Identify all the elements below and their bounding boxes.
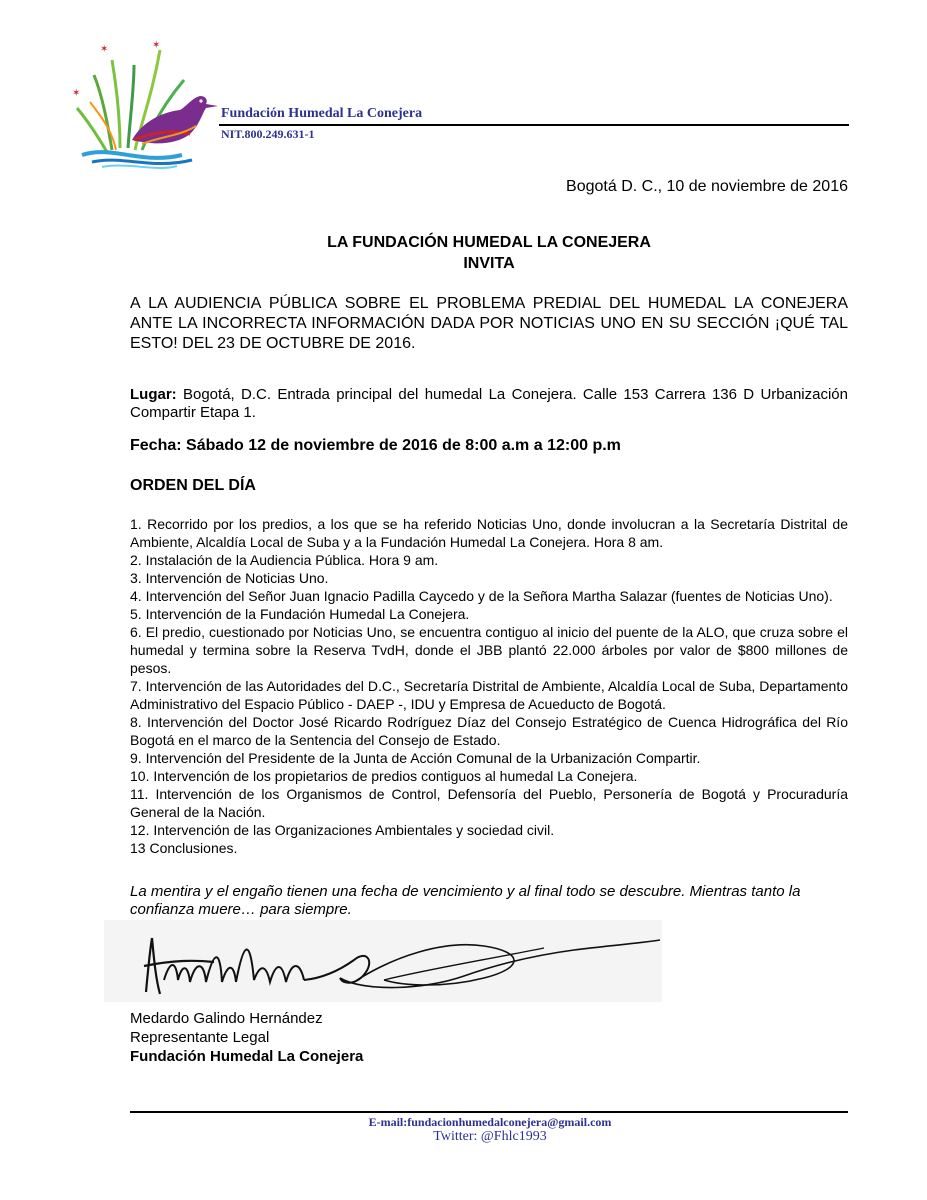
agenda-heading: ORDEN DEL DÍA — [130, 477, 256, 494]
agenda-item: 7. Intervención de las Autoridades del D.C., Secretaría Distrital de Ambiente, Alcaldía Local de Suba, Departamento Administrativo del Espacio Público - DAEP -, IDU y Empresa de Acueducto de Bogotá. — [130, 678, 848, 712]
place-text: Bogotá, D.C. Entrada principal del humedal La Conejera. Calle 153 Carrera 136 D Urbanización Compartir Etapa 1. — [130, 386, 848, 421]
agenda-item: 9. Intervención del Presidente de la Junta de Acción Comunal de la Urbanización Compartir. — [130, 750, 701, 766]
organization-name: Fundación Humedal La Conejera — [221, 106, 423, 121]
agenda-item: 10. Intervención de los propietarios de predios contiguos al humedal La Conejera. — [130, 768, 638, 784]
heron-grass-logo-icon — [72, 40, 222, 170]
letter-subtitle: INVITA — [463, 255, 515, 272]
agenda-item: 3. Intervención de Noticias Uno. — [130, 570, 329, 586]
handwritten-signature-icon — [104, 920, 662, 1002]
signer-organization: Fundación Humedal La Conejera — [130, 1048, 364, 1065]
agenda-item: 1. Recorrido por los predios, a los que se ha referido Noticias Uno, donde involucran a la Secretaría Distrital de Ambiente, Alcaldía Local de Suba y a la Fundación Humedal La Conejera. Hora 8 am. — [130, 516, 848, 550]
invitation-subject: A LA AUDIENCIA PÚBLICA SOBRE EL PROBLEMA PREDIAL DEL HUMEDAL LA CONEJERA ANTE LA INCORRECTA INFORMACIÓN DADA POR NOTICIAS UNO EN SU SECCIÓN ¡QUÉ TAL ESTO! DEL 23 DE OCTUBRE DE 2016. — [130, 295, 848, 352]
place-label: Lugar: — [130, 386, 177, 403]
agenda-item: 4. Intervención del Señor Juan Ignacio Padilla Caycedo y de la Señora Martha Salazar (fuentes de Noticias Uno). — [130, 588, 833, 604]
footer-divider — [130, 1111, 848, 1113]
signer-name: Medardo Galindo Hernández — [130, 1010, 323, 1027]
agenda-item: 12. Intervención de las Organizaciones Ambientales y sociedad civil. — [130, 822, 555, 838]
svg-text:✶: ✶ — [100, 44, 109, 55]
agenda-item: 6. El predio, cuestionado por Noticias Uno, se encuentra contiguo al inicio del puente de la ALO, que cruza sobre el humedal y termina sobre la Reserva TvdH, donde el JBB plantó 22.000 árboles por valor de $800 millones de pesos. — [130, 624, 848, 676]
letter-date: Bogotá D. C., 10 de noviembre de 2016 — [566, 178, 848, 195]
header-divider — [219, 124, 849, 126]
signer-role: Representante Legal — [130, 1029, 270, 1046]
agenda-list — [130, 515, 848, 857]
letter-title: LA FUNDACIÓN HUMEDAL LA CONEJERA — [327, 234, 651, 251]
svg-text:✶: ✶ — [72, 88, 81, 99]
nit-number: NIT.800.249.631-1 — [221, 127, 315, 141]
place-paragraph — [130, 386, 848, 422]
event-date: Fecha: Sábado 12 de noviembre de 2016 de 8:00 a.m a 12:00 p.m — [130, 437, 621, 454]
agenda-item: 13 Conclusiones. — [130, 840, 238, 856]
agenda-item: 2. Instalación de la Audiencia Pública. Hora 9 am. — [130, 552, 439, 568]
agenda-item: 8. Intervención del Doctor José Ricardo Rodríguez Díaz del Consejo Estratégico de Cuenca Hidrográfica del Río Bogotá en el marco de la Sentencia del Consejo de Estado. — [130, 714, 848, 748]
footer-email: E-mail:fundacionhumedalconejera@gmail.com — [368, 1115, 612, 1129]
closing-quote: La mentira y el engaño tienen una fecha de vencimiento y al final todo se descubre. Mientras tanto la confianza muere… para siempre. — [130, 883, 801, 918]
agenda-item: 5. Intervención de la Fundación Humedal La Conejera. — [130, 606, 470, 622]
footer-twitter: Twitter: @Fhlc1993 — [433, 1129, 547, 1144]
agenda-item: 11. Intervención de los Organismos de Control, Defensoría del Pueblo, Personería de Bogotá y Procuraduría General de la Nación. — [130, 786, 848, 820]
svg-text:✶: ✶ — [152, 40, 161, 51]
